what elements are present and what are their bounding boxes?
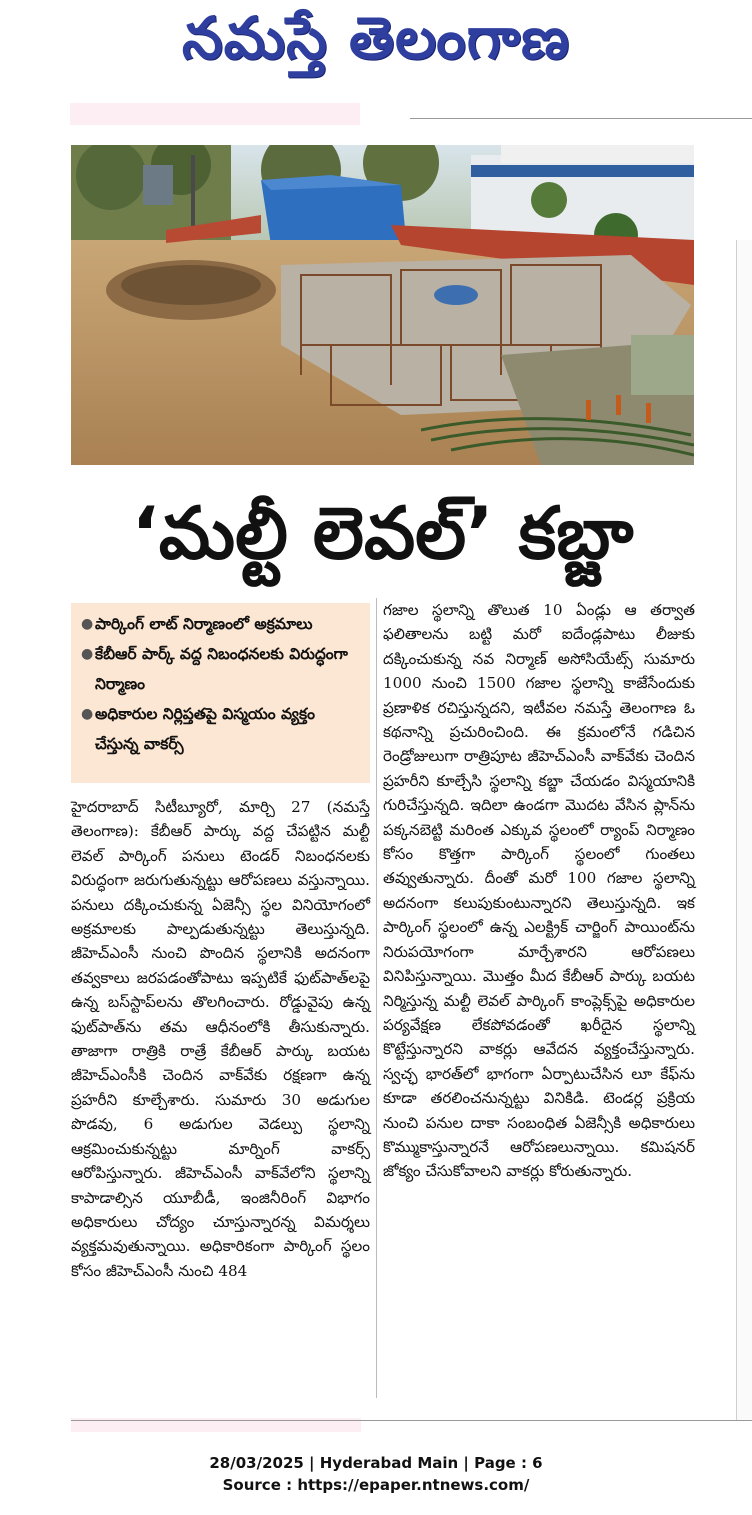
column-divider [376,598,377,1398]
highlight-item [81,699,362,759]
construction-site-image [71,145,694,465]
masthead [0,0,752,90]
decorative-strip [70,103,360,125]
article-body-right-column: గజాల స్థలాన్ని తొలుత 10 ఏండ్లు ఆ తర్వాత ఫలితాలను బట్టి మరో ఐదేండ్లపాటు లీజుకు దక్కించుకున్న నవ నిర్మాణ్ అసోసియేట్స్ సుమారు 1000 నుంచి 1500 గజాల స్థలాన్ని కాజేసేందుకు ప్రణాళిక రచిస్తున్నదని, ఇటీవల నమస్తే తెలంగాణ ఓ కథనాన్ని ప్రచురించింది. ఈ క్రమంలోనే గడిచిన రెండ్రోజులుగా రాత్రిపూట జీహెచ్ఎంసీ వాక్‌వేకు చెందిన ప్రహరీని కూల్చేసి స్థలాన్ని కబ్జా చేయడం విస్మయానికి గురిచేస్తున్నది. ఇదిలా ఉండగా మొదట వేసిన ప్లాన్‌ను పక్కనబెట్టి మరింత ఎక్కువ స్థలంలో ర్యాంప్ నిర్మాణం కోసం కొత్తగా పార్కింగ్ స్థలంలో గుంతలు తవ్వుతున్నారు. దీంతో మరో 100 గజాల స్థలాన్ని అదనంగా కలుపుకుంటున్నారని తెలుస్తున్నది. ఇక పార్కింగ్ స్థలంలో ఉన్న ఎలక్ట్రిక్ చార్జింగ్ పాయింట్‌ను నిరుపయోగంగా మార్చేశారని ఆరోపణలు వినిపిస్తున్నాయి. మొత్తం మీద కేబీఆర్ పార్కు బయట నిర్మిస్తున్న మల్టీ లెవల్ పార్కింగ్ కాంప్లెక్స్‌పై అధికారుల పర్యవేక్షణ లేకపోవడంతో ఖరీదైన స్థలాన్ని కొట్టేస్తున్నారని వాకర్లు ఆవేదన వ్యక్తంచేస్తున్నారు. స్వచ్ఛ భారత్‌లో భాగంగా ఏర్పాటుచేసిన లూ కేఫ్‌ను కూడా తరలించనున్నట్టు వినికిడి. టెండర్ల ప్రక్రియ నుంచి పనుల దాకా సంబంధిత ఏజెన్సీకి అధికారులు కొమ్ముకాస్తున్నారనే ఆరోపణలున్నాయి. కమిషనర్ జోక్యం చేసుకోవాలని వాకర్లు కోరుతున్నారు. [383,601,695,1181]
adjacent-column-edge [736,240,752,1420]
article-body-left-column: హైదరాబాద్ సిటీబ్యూరో, మార్చి 27 (నమస్తే తెలంగాణ): కేబీఆర్ పార్కు వద్ద చేపట్టిన మల్టీ లెవల్ పార్కింగ్ పనులు టెండర్ నిబంధనలకు విరుద్ధంగా జరుగుతున్నట్టు ఆరోపణలు వస్తున్నాయి. పనులు దక్కించుకున్న ఏజెన్సీ స్థల వినియోగంలో అక్రమాలకు పాల్పడుతున్నట్టు తెలుస్తున్నది. జీహెచ్ఎంసీ నుంచి పొందిన స్థలానికి అదనంగా తవ్వకాలు జరపడంతోపాటు ఇప్పటికే ఫుట్‌పాత్‌లపై ఉన్న బస్‌స్టాప్‌లను తొలగించారు. రోడ్డువైపు ఉన్న ఫుట్‌పాత్‌ను తమ ఆధీనంలోకి తీసుకున్నారు. తాజాగా రాత్రికి రాత్రే కేబీఆర్ పార్కు బయట జీహెచ్ఎంసీకి చెందిన వాక్‌వేకు రక్షణగా ఉన్న ప్రహరీని కూల్చేశారు. సుమారు 30 అడుగుల పొడవు, 6 అడుగుల వెడల్పు స్థలాన్ని ఆక్రమించుకున్నట్టు మార్నింగ్ వాకర్స్ ఆరోపిస్తున్నారు. జీహెచ్ఎంసీ వాక్‌వేలోని స్థలాన్ని కాపాడాల్సిన యూబీడీ, ఇంజినీరింగ్ విభాగం అధికారులు చోద్యం చూస్తున్నారన్న విమర్శలు వ్యక్తమవుతున్నాయి. అధికారికంగా పార్కింగ్ స్థలం కోసం జీహెచ్ఎంసీ నుంచి 484 [71,798,370,1280]
bullet-icon: ● [81,646,94,662]
highlight-item [81,609,362,639]
edition-info: 28/03/2025 | Hyderabad Main | Page : 6 [209,1454,543,1472]
highlight-text: పార్కింగ్ లాట్ నిర్మాణంలో అక్రమాలు [95,615,313,633]
article-photo [71,145,694,465]
source-link[interactable]: Source : https://epaper.ntnews.com/ [222,1476,530,1494]
bullet-icon: ● [81,706,94,722]
highlights-box [71,603,370,783]
newspaper-title: నమస్తే తెలంగాణ [182,3,570,72]
divider-line [71,1420,752,1421]
divider-line [410,118,752,119]
page-footer [0,1452,752,1496]
article-headline: ‘మల్టీ లెవల్’ కబ్జా [131,491,634,575]
highlight-text: కేబీఆర్ పార్క్ వద్ద నిబంధనలకు విరుద్ధంగా నిర్మాణం [95,645,348,693]
bullet-icon: ● [81,616,94,632]
highlight-text: అధికారుల నిర్లిప్తతపై విస్మయం వ్యక్తం చేస్తున్న వాకర్స్ [95,705,315,753]
highlight-item [81,639,362,699]
